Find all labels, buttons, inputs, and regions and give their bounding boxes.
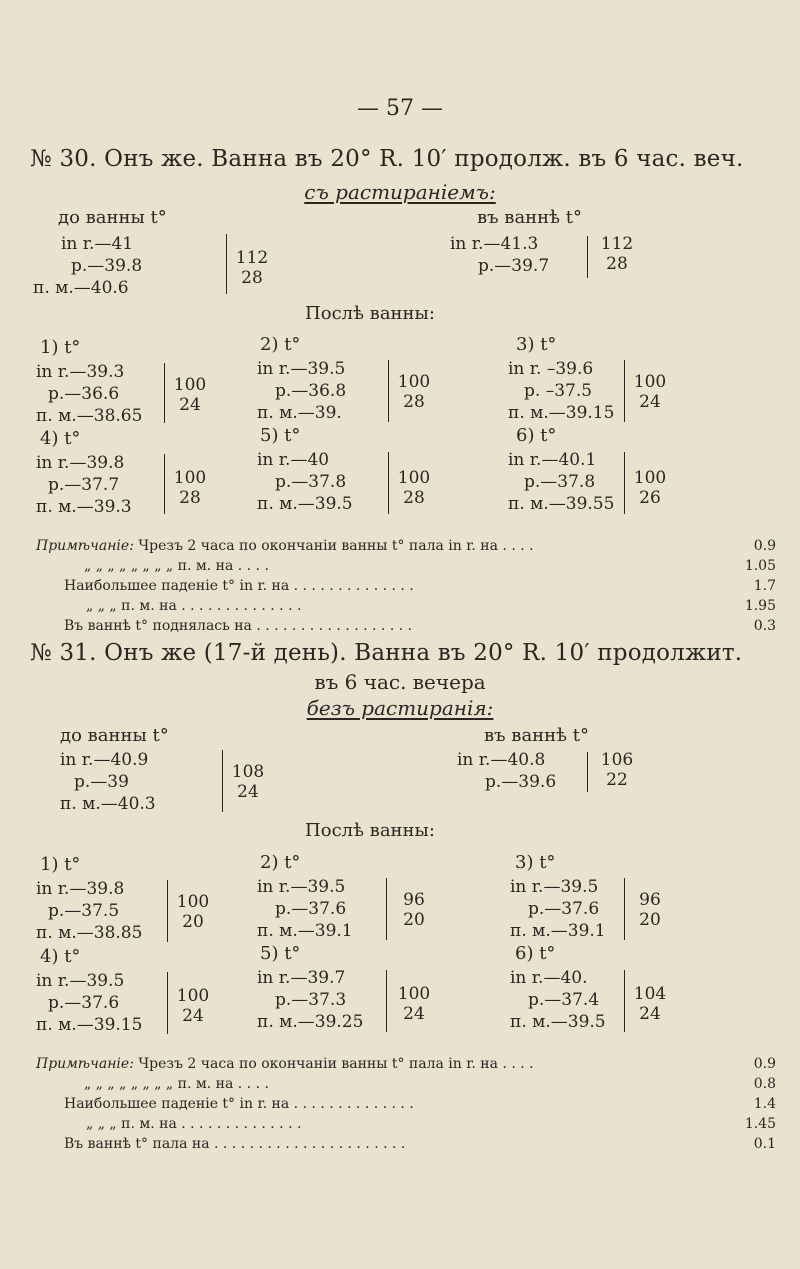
measurement-pulse: 100 28 <box>173 468 207 508</box>
divider <box>624 878 625 940</box>
measurement-lines: in r.—40.1 p.—37.8 п. м.—39.55 <box>508 450 615 514</box>
in-bath-label: въ ваннѣ t° <box>477 207 582 228</box>
divider <box>167 972 168 1034</box>
measurement-pulse: 100 24 <box>173 375 207 415</box>
measurement-title: 1) t° <box>40 854 81 875</box>
before-bath-label: до ванны t° <box>60 725 169 746</box>
measurement-pulse: 96 20 <box>403 890 425 930</box>
measurement-title: 3) t° <box>516 334 557 355</box>
measurement-lines: in r.—39.8 p.—37.5 п. м.—38.85 <box>36 879 143 943</box>
before-bath-label: до ванны t° <box>58 207 167 228</box>
notes <box>36 1056 776 1156</box>
measurement-title: 5) t° <box>260 425 301 446</box>
divider <box>388 360 389 422</box>
note-line: Въ ваннѣ t° поднялась на . . . . . . . . . . . . . . . . . . 0.3 <box>64 618 776 634</box>
measurement-lines: in r.—39.8 p.—37.7 п. м.—39.3 <box>36 453 132 517</box>
in-bath-lines: in r.—41.3 p.—39.7 <box>450 234 550 276</box>
before-bath-lines: in r.—41 p.—39.8 п. м.—40.6 <box>33 234 143 298</box>
measurement-title: 2) t° <box>260 334 301 355</box>
divider <box>167 880 168 942</box>
in-bath-label: въ ваннѣ t° <box>484 725 589 746</box>
measurement-lines: in r.—39.5 p.—37.6 п. м.—39.1 <box>257 877 353 941</box>
in-bath-pulse: 112 28 <box>600 234 634 274</box>
section-subtitle-2: безъ растиранія: <box>306 696 494 720</box>
measurement-lines: in r.—39.3 p.—36.6 п. м.—38.65 <box>36 362 143 426</box>
measurement-pulse: 100 26 <box>633 468 667 508</box>
before-bath-pulse: 112 28 <box>235 248 269 288</box>
measurement-title: 5) t° <box>260 943 301 964</box>
measurement-title: 4) t° <box>40 946 81 967</box>
divider <box>226 234 227 294</box>
divider <box>386 970 387 1032</box>
divider <box>624 970 625 1032</box>
measurement-pulse: 100 24 <box>176 986 210 1026</box>
measurement-pulse: 100 20 <box>176 892 210 932</box>
after-bath-label: Послѣ ванны: <box>305 820 435 841</box>
section-heading: № 30. Онъ же. Ванна въ 20° R. 10′ продолж. въ 6 час. веч. <box>30 146 744 172</box>
note-line: Наибольшее паденіе t° in r. на . . . . . . . . . . . . . . 1.7 <box>64 578 776 594</box>
measurement-pulse: 100 24 <box>633 372 667 412</box>
divider <box>164 454 165 514</box>
measurement-pulse: 100 24 <box>397 984 431 1024</box>
notes <box>36 538 776 638</box>
measurement-pulse: 104 24 <box>633 984 667 1024</box>
measurement-lines: in r.—39.5 p.—36.8 п. м.—39. <box>257 359 347 423</box>
section-heading: № 31. Онъ же (17-й день). Ванна въ 20° R. 10′ продолжит. <box>30 640 743 666</box>
note-line: „ „ „ „ „ „ „ „ п. м. на . . . . 0.8 <box>84 1076 776 1092</box>
measurement-title: 6) t° <box>516 425 557 446</box>
measurement-title: 6) t° <box>515 943 556 964</box>
before-bath-pulse: 108 24 <box>231 762 265 802</box>
note-line: Примѣчаніе: Чрезъ 2 часа по окончаніи ванны t° пала in r. на . . . . 0.9 <box>36 538 776 554</box>
divider <box>587 752 588 792</box>
measurement-lines: in r.—39.5 p.—37.6 п. м.—39.1 <box>510 877 606 941</box>
measurement-title: 2) t° <box>260 852 301 873</box>
section-subtitle: съ растираніемъ: <box>304 180 496 204</box>
measurement-pulse: 100 28 <box>397 372 431 412</box>
divider <box>587 236 588 278</box>
measurement-title: 4) t° <box>40 428 81 449</box>
measurement-lines: in r.—40 p.—37.8 п. м.—39.5 <box>257 450 353 514</box>
section-subtitle: въ 6 час. вечера <box>314 670 486 694</box>
measurement-title: 1) t° <box>40 337 81 358</box>
before-bath-lines: in r.—40.9 p.—39 п. м.—40.3 <box>60 750 156 814</box>
divider <box>386 878 387 940</box>
divider <box>624 360 625 422</box>
measurement-lines: in r.—40. p.—37.4 п. м.—39.5 <box>510 968 606 1032</box>
divider <box>388 452 389 514</box>
note-line: „ „ „ „ „ „ „ „ п. м. на . . . . 1.05 <box>84 558 776 574</box>
note-line: Въ ваннѣ t° пала на . . . . . . . . . . . . . . . . . . . . . . 0.1 <box>64 1136 776 1152</box>
note-line: „ „ „ п. м. на . . . . . . . . . . . . . . 1.45 <box>86 1116 776 1132</box>
measurement-lines: in r.—39.7 p.—37.3 п. м.—39.25 <box>257 968 364 1032</box>
measurement-lines: in r.—39.5 p.—37.6 п. м.—39.15 <box>36 971 143 1035</box>
note-line: „ „ „ п. м. на . . . . . . . . . . . . . . 1.95 <box>86 598 776 614</box>
note-line: Наибольшее паденіе t° in r. на . . . . . . . . . . . . . . 1.4 <box>64 1096 776 1112</box>
in-bath-lines: in r.—40.8 p.—39.6 <box>457 750 557 792</box>
divider <box>624 452 625 514</box>
after-bath-label: Послѣ ванны: <box>305 303 435 324</box>
measurement-pulse: 100 28 <box>397 468 431 508</box>
divider <box>222 750 223 812</box>
page-number: — 57 — <box>357 96 443 121</box>
note-line: Примѣчаніе: Чрезъ 2 часа по окончаніи ванны t° пала in r. на . . . . 0.9 <box>36 1056 776 1072</box>
measurement-title: 3) t° <box>515 852 556 873</box>
measurement-pulse: 96 20 <box>639 890 661 930</box>
in-bath-pulse: 106 22 <box>600 750 634 790</box>
divider <box>164 363 165 423</box>
measurement-lines: in r. –39.6 p. –37.5 п. м.—39.15 <box>508 359 615 423</box>
